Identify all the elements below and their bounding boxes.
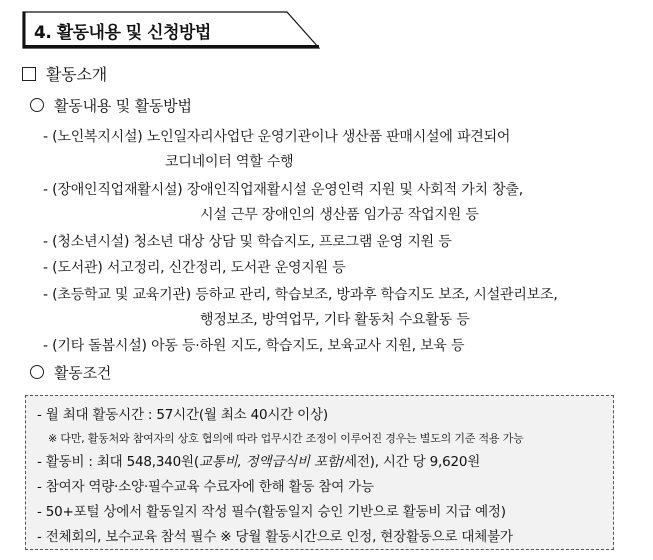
activity-conditions-heading-text: 활동조건 — [54, 364, 112, 382]
condition-activity-log: - 50+포털 상에서 활동일지 작성 필수(활동일지 승인 기반으로 활동비 지급 예정) — [37, 504, 506, 520]
condition-max-hours: - 월 최대 활동시간 : 57시간(월 최소 40시간 이상) — [37, 407, 328, 423]
section-header — [22, 11, 320, 49]
activity-conditions-box — [25, 395, 614, 550]
condition-hours-note: ※ 다만, 활동처와 참여자의 상호 협의에 따라 업무시간 조정이 이루어진 경우는 별도의 기준 적용 가능 — [48, 432, 524, 445]
activity-item-youth-facility: - (청소년시설) 청소년 대상 상담 및 학습지도, 프로그램 운영 지원 등 — [43, 234, 452, 250]
condition-fee-suffix: /세전), 시간 당 9,620원 — [339, 454, 481, 470]
activity-conditions-heading — [30, 362, 111, 383]
activity-item-disability-rehab: - (장애인직업재활시설) 장애인직업재활시설 운영인력 지원 및 사회적 가치 창출, — [43, 182, 523, 198]
activity-item-library: - (도서관) 서고정리, 신간정리, 도서관 운영지원 등 — [43, 260, 346, 276]
circle-bullet-icon — [30, 98, 44, 112]
condition-meeting-training: - 전체회의, 보수교육 참석 필수 ※ 당월 활동시간으로 인정, 현장활동으로 대체불가 — [37, 529, 513, 545]
activity-item-disability-rehab-cont: 시설 근무 장애인의 생산품 임가공 작업지원 등 — [200, 207, 479, 223]
activity-item-care-facility: - (기타 돌봄시설) 아동 등·하원 지도, 학습지도, 보육교사 지원, 보육 등 — [43, 338, 465, 354]
activity-item-school-cont: 행정보조, 방역업무, 기타 활동처 수요활동 등 — [200, 312, 470, 328]
activity-methods-heading-text: 활동내용 및 활동방법 — [54, 97, 192, 115]
square-bullet-icon — [22, 67, 36, 81]
activity-item-senior-welfare-cont: 코디네이터 역할 수행 — [165, 154, 294, 170]
circle-bullet-icon — [30, 365, 44, 379]
activity-item-school: - (초등학교 및 교육기관) 등하교 관리, 학습보조, 방과후 학습지도 보조, 시설관리보조, — [43, 287, 558, 303]
condition-fee-included: 교통비, 정액급식비 포함 — [198, 454, 340, 470]
activity-intro-heading — [22, 62, 107, 85]
condition-activity-fee — [37, 450, 480, 470]
activity-methods-heading — [30, 95, 192, 116]
section-title: 4. 활동내용 및 신청방법 — [34, 23, 211, 43]
condition-fee-prefix: - 활동비 : 최대 548,340원( — [37, 454, 199, 470]
activity-intro-heading-text: 활동소개 — [46, 65, 108, 84]
condition-eligibility: - 참여자 역량·소양·필수교육 수료자에 한해 활동 참여 가능 — [37, 479, 374, 495]
activity-item-senior-welfare: - (노인복지시설) 노인일자리사업단 운영기관이나 생산품 판매시설에 파견되어 — [43, 129, 511, 145]
